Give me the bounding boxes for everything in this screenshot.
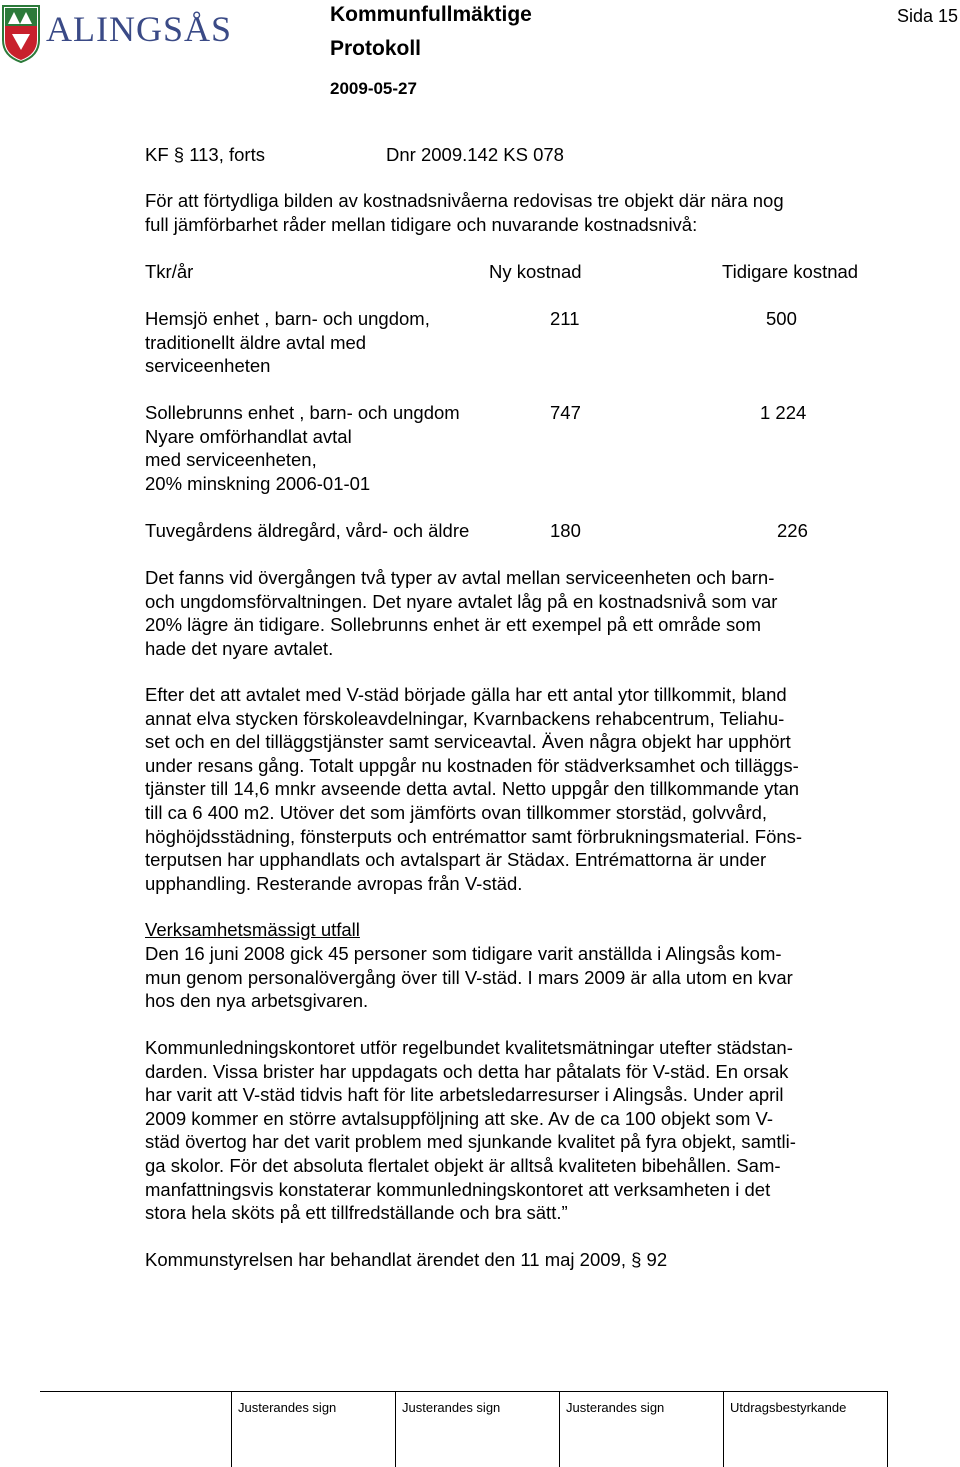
text-line: och ungdomsförvaltningen. Det nyare avtalet låg på en kostnadsnivå som var [145, 590, 778, 612]
table-cell-previous-cost: 500 [766, 308, 797, 329]
text-line: 2009 kommer en större avtalsuppföljning att ske. Av de ca 100 objekt som V- [145, 1107, 773, 1129]
intro-paragraph [145, 189, 875, 236]
header-date: 2009-05-27 [330, 79, 417, 98]
text-line: städ övertog har det varit problem med sjunkande kvalitet på fyra objekt, samtli- [145, 1131, 796, 1153]
table-cell-new-cost: 211 [550, 308, 580, 329]
table-cell-previous-cost: 1 224 [760, 402, 807, 423]
paragraph-v-stad-costs [145, 683, 875, 895]
text-line: till ca 6 400 m2. Utöver det som jämförts ovan tillkommer storstäd, golvvård, [145, 801, 768, 823]
footer-rule [40, 1391, 888, 1392]
footer-signature-label: Justerandes sign [402, 1400, 501, 1415]
text-line: serviceenheten [145, 355, 271, 377]
logo-wordmark: ALINGSÅS [46, 9, 233, 49]
text-line: Det fanns vid övergången två typer av avtal mellan serviceenheten och barn- [145, 567, 775, 588]
footer-divider [723, 1391, 724, 1467]
text-line: höghöjdsstädning, fönsterputs och entrémattor samt förbrukningsmaterial. Föns- [145, 825, 803, 847]
header-subtitle: Protokoll [330, 37, 422, 60]
table-header-new-cost: Ny kostnad [489, 261, 582, 282]
closing-statement: Kommunstyrelsen har behandlat ärendet den 11 maj 2009, § 92 [145, 1249, 668, 1270]
text-line: Hemsjö enhet , barn- och ungdom, [145, 308, 430, 329]
section-heading: Verksamhetsmässigt utfall [145, 919, 360, 940]
alingsas-logo [0, 0, 260, 64]
text-line: 20% lägre än tidigare. Sollebrunns enhet är ett exempel på ett område som [145, 614, 762, 636]
text-line: hos den nya arbetsgivaren. [145, 990, 369, 1012]
table-header-previous-cost: Tidigare kostnad [722, 261, 859, 282]
table-cell-previous-cost: 226 [777, 520, 808, 541]
text-line: traditionellt äldre avtal med [145, 331, 367, 353]
table-row-label [145, 307, 430, 378]
paragraph-staff-transfer [145, 942, 875, 1013]
footer-divider [887, 1391, 888, 1467]
footer-signature-label: Justerandes sign [566, 1400, 665, 1415]
case-reference: KF § 113, forts [145, 144, 265, 165]
text-line: Kommunledningskontoret utför regelbundet kvalitetsmätningar utefter städstan- [145, 1037, 793, 1058]
footer-divider [231, 1391, 232, 1467]
text-line: mun genom personalövergång över till V-städ. I mars 2009 är alla utom en kvar [145, 966, 793, 988]
text-line: Efter det att avtalet med V-städ började gälla har ett antal ytor tillkommit, bland [145, 684, 787, 705]
text-line: Sollebrunns enhet , barn- och ungdom [145, 402, 460, 423]
text-line: stora hela sköts på ett tillfredställande och bra sätt.” [145, 1202, 568, 1224]
table-cell-new-cost: 180 [550, 520, 581, 541]
text-line: hade det nyare avtalet. [145, 637, 334, 659]
text-line: set och en del tilläggstjänster samt serviceavtal. Även några objekt har upphört [145, 731, 791, 753]
text-line: Den 16 juni 2008 gick 45 personer som tidigare varit anställda i Alingsås kom- [145, 943, 782, 964]
text-line: För att förtydliga bilden av kostnadsnivåerna redovisas tre objekt där nära nog [145, 190, 784, 211]
text-line: annat elva stycken förskoleavdelningar, Kvarnbackens rehabcentrum, Teliahu- [145, 707, 785, 729]
paragraph-agreement-types [145, 566, 875, 660]
text-line: med serviceenheten, [145, 449, 317, 471]
text-line: Nyare omförhandlat avtal [145, 425, 352, 447]
footer-divider [559, 1391, 560, 1467]
paragraph-quality-measurement [145, 1036, 875, 1225]
text-line: 20% minskning 2006-01-01 [145, 472, 371, 494]
footer-certification-label: Utdragsbestyrkande [730, 1400, 847, 1415]
text-line: tjänster till 14,6 mnkr avseende detta avtal. Netto uppgår den tillkommande ytan [145, 778, 800, 800]
footer-signature-label: Justerandes sign [238, 1400, 337, 1415]
table-cell-new-cost: 747 [550, 402, 581, 423]
text-line: terputsen har upphandlats och avtalspart är Städax. Entrémattorna är under [145, 849, 767, 871]
table-row-label [145, 401, 460, 495]
text-line: manfattningsvis konstaterar kommunledningskontoret att verksamheten i det [145, 1178, 771, 1200]
text-line: darden. Vissa brister har uppdagats och detta har påtalats för V-städ. En orsak [145, 1060, 789, 1082]
case-dnr: Dnr 2009.142 KS 078 [386, 144, 564, 165]
text-line: full jämförbarhet råder mellan tidigare och nuvarande kostnadsnivå: [145, 213, 698, 235]
page-number: Sida 15 [897, 6, 959, 26]
text-line: upphandling. Resterande avropas från V-städ. [145, 872, 523, 894]
text-line: har varit att V-städ tidvis haft för lite arbetsledarresurser i Alingsås. Under april [145, 1084, 784, 1106]
alingsas-crest-icon [0, 0, 260, 64]
text-line: ga skolor. För det absoluta flertalet objekt är alltså kvaliteten bibehållen. Sam- [145, 1154, 781, 1176]
header-title: Kommunfullmäktige [330, 3, 532, 26]
table-row-label: Tuvegårdens äldregård, vård- och äldre [145, 520, 470, 541]
footer-divider [395, 1391, 396, 1467]
text-line: under resans gång. Totalt uppgår nu kostnaden för städverksamhet och tilläggs- [145, 754, 799, 776]
table-header-unit: Tkr/år [145, 261, 194, 282]
